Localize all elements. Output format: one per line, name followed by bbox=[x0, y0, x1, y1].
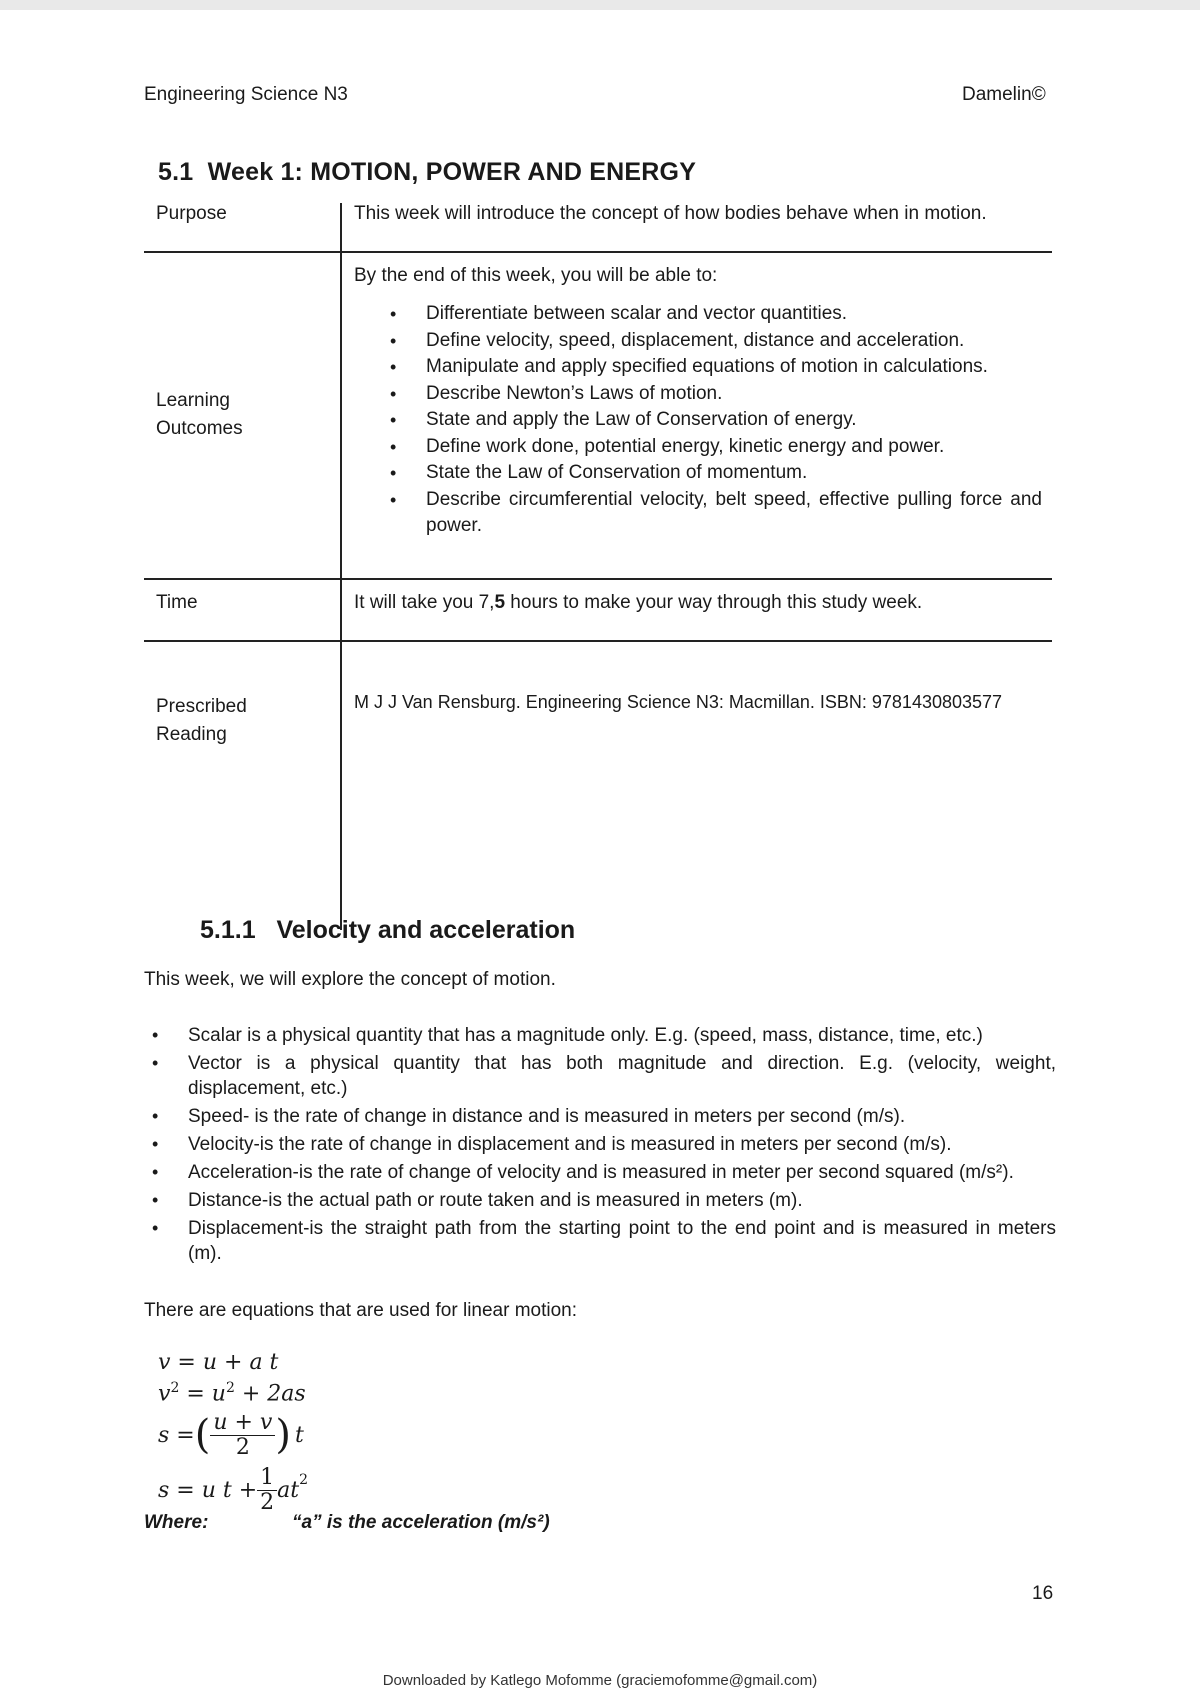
where-label: Where: bbox=[144, 1512, 209, 1533]
outcome-item: • Describe Newton’s Laws of motion. bbox=[354, 381, 1042, 408]
page-number: 16 bbox=[1032, 1583, 1054, 1604]
fraction: $\frac{1}{2}$ bbox=[257, 1466, 277, 1515]
definition-item: • Displacement-is the straight path from the starting point to the end point and is measured in meters (m). bbox=[144, 1216, 1056, 1266]
header-brand: Damelin© bbox=[962, 84, 1046, 105]
equation-2: $v^2 = u^2 + 2as$ bbox=[158, 1380, 306, 1407]
intro-paragraph: This week, we will explore the concept of motion. bbox=[144, 969, 556, 990]
subsection-title-text: Velocity and acceleration bbox=[276, 916, 576, 944]
purpose-row bbox=[144, 203, 1052, 252]
equation-1: v = u + a t bbox=[158, 1350, 279, 1375]
outcomes-label: Learning Outcomes bbox=[144, 252, 341, 579]
outcome-item: • Describe circumferential velocity, belt speed, effective pulling force and power. bbox=[354, 487, 1042, 540]
outcome-item: • State the Law of Conservation of momentum. bbox=[354, 460, 1042, 487]
definition-item: • Speed- is the rate of change in distance and is measured in meters per second (m/s). bbox=[144, 1104, 1056, 1129]
section-title bbox=[158, 158, 696, 187]
outcome-item: • Differentiate between scalar and vector quantities. bbox=[354, 301, 1042, 328]
time-row bbox=[144, 579, 1052, 641]
viewer-top-band bbox=[0, 0, 1200, 10]
time-text: It will take you 7,5 hours to make your way through this study week. bbox=[341, 579, 1052, 641]
reading-row bbox=[144, 641, 1052, 930]
fraction: $\frac{u + v}{2}$ bbox=[210, 1411, 275, 1460]
definition-item: • Scalar is a physical quantity that has a magnitude only. E.g. (speed, mass, distance, time, etc.) bbox=[144, 1023, 1056, 1048]
definition-item: • Velocity-is the rate of change in displacement and is measured in meters per second (m/s). bbox=[144, 1132, 1056, 1157]
week-info-table bbox=[144, 203, 1052, 930]
equation-4: s = u t + $\frac{1}{2}$ at $^2$ bbox=[158, 1464, 309, 1515]
equation-3: s = ( $\frac{u + v}{2}$ ) t bbox=[158, 1409, 304, 1460]
outcomes-cell bbox=[341, 252, 1052, 579]
definition-item: • Distance-is the actual path or route taken and is measured in meters (m). bbox=[144, 1188, 1056, 1213]
purpose-label: Purpose bbox=[144, 203, 341, 252]
reading-text: M J J Van Rensburg. Engineering Science N3: Macmillan. ISBN: 9781430803577 bbox=[354, 691, 1003, 712]
definitions-list bbox=[144, 1023, 1056, 1269]
time-label: Time bbox=[144, 579, 341, 641]
section-number: 5.1 bbox=[158, 158, 194, 186]
section-title-text: Week 1: MOTION, POWER AND ENERGY bbox=[207, 158, 697, 186]
outcomes-row bbox=[144, 252, 1052, 579]
outcome-item: • Manipulate and apply specified equations of motion in calculations. bbox=[354, 354, 1042, 381]
outcomes-list bbox=[354, 301, 1042, 540]
outcome-item: • Define velocity, speed, displacement, distance and acceleration. bbox=[354, 328, 1042, 355]
equations-intro: There are equations that are used for linear motion: bbox=[144, 1300, 578, 1321]
reading-label: Prescribed Reading bbox=[144, 641, 341, 930]
purpose-text: This week will introduce the concept of how bodies behave when in motion. bbox=[341, 203, 1052, 252]
subsection-number: 5.1.1 bbox=[200, 916, 256, 944]
subsection-title bbox=[200, 916, 575, 945]
where-definition: “a” is the acceleration (m/s²) bbox=[292, 1512, 550, 1533]
definition-item: • Vector is a physical quantity that has both magnitude and direction. E.g. (velocity, weight, displacement, etc.) bbox=[144, 1051, 1056, 1101]
download-footer: Downloaded by Katlego Mofomme (graciemofomme@gmail.com) bbox=[382, 1672, 818, 1689]
outcome-item: • State and apply the Law of Conservation of energy. bbox=[354, 407, 1042, 434]
outcomes-intro: By the end of this week, you will be able to: bbox=[354, 265, 718, 286]
header-course-title: Engineering Science N3 bbox=[144, 84, 348, 105]
outcome-item: • Define work done, potential energy, kinetic energy and power. bbox=[354, 434, 1042, 461]
definition-item: • Acceleration-is the rate of change of velocity and is measured in meter per second squared (m/s²). bbox=[144, 1160, 1056, 1185]
